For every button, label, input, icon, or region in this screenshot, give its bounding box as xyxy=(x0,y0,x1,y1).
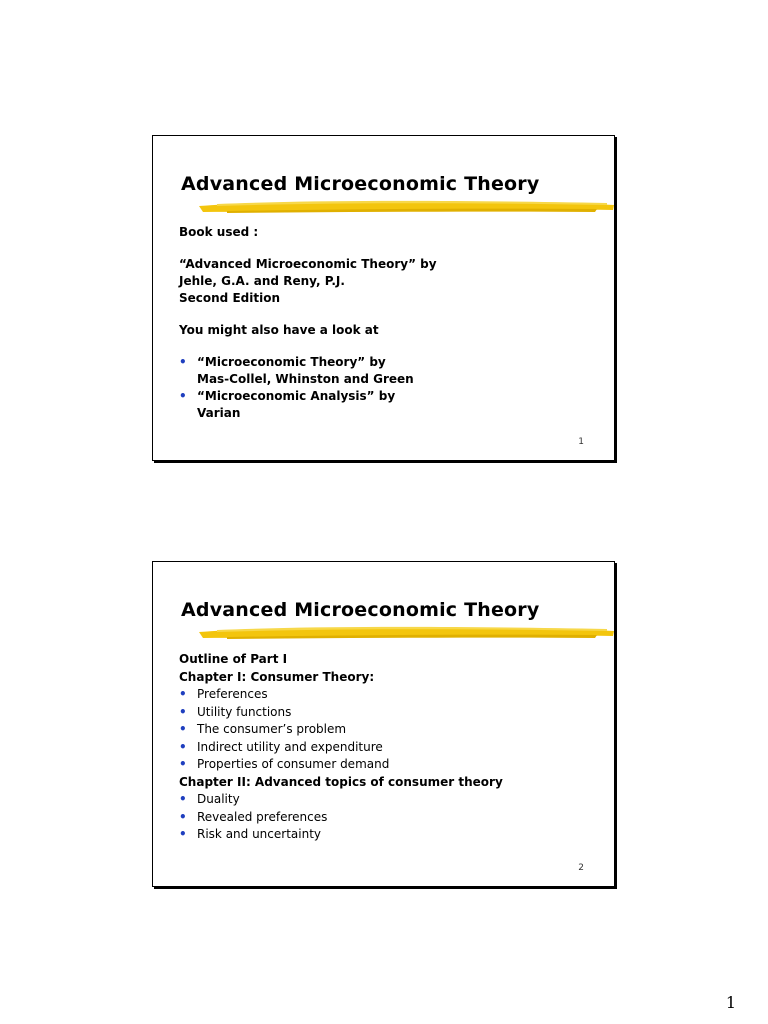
bullet-icon: • xyxy=(179,687,187,701)
slide-1 xyxy=(152,135,615,461)
bullet-icon: • xyxy=(179,827,187,841)
bullet-icon: • xyxy=(179,355,187,369)
slide-2 xyxy=(152,561,615,887)
slide-number: 1 xyxy=(578,437,584,447)
list-item xyxy=(179,756,602,774)
list-item-line: “Microeconomic Theory” by xyxy=(197,355,386,369)
page-number: 1 xyxy=(725,993,736,1012)
list-item-label: Preferences xyxy=(197,687,268,701)
bullet-icon: • xyxy=(179,389,187,403)
bullet-icon: • xyxy=(179,757,187,771)
list-item-label: Properties of consumer demand xyxy=(197,757,390,771)
list-item xyxy=(179,739,602,757)
list-item xyxy=(179,791,602,809)
text-line: You might also have a look at xyxy=(179,323,379,337)
chapter-2-list xyxy=(179,791,602,844)
list-item-label: Duality xyxy=(197,792,240,806)
slide-title: Advanced Microeconomic Theory xyxy=(181,173,540,195)
list-item xyxy=(179,704,602,722)
list-item-label: Utility functions xyxy=(197,704,292,719)
list-item-label: Indirect utility and expenditure xyxy=(197,739,383,754)
text-line: Second Edition xyxy=(179,291,280,305)
bullet-icon: • xyxy=(179,792,187,806)
list-item-line: Mas-Collel, Whinston and Green xyxy=(197,372,414,386)
list-item-label: Risk and uncertainty xyxy=(197,827,322,841)
list-item xyxy=(179,686,602,704)
text-line: Jehle, G.A. and Reny, P.J. xyxy=(179,274,345,288)
slide-title: Advanced Microeconomic Theory xyxy=(181,599,540,621)
list-item-label: Revealed preferences xyxy=(197,809,328,824)
list-item xyxy=(179,721,602,739)
highlight-stroke-icon xyxy=(197,622,616,644)
bullet-icon: • xyxy=(179,739,187,754)
list-item xyxy=(179,354,602,388)
chapter-1-list xyxy=(179,686,602,774)
list-item-line: Varian xyxy=(197,406,241,420)
slide-number: 2 xyxy=(578,863,584,873)
reference-list xyxy=(179,354,602,422)
slide-body xyxy=(179,224,602,422)
list-item xyxy=(179,388,602,422)
outline-heading: Outline of Part I xyxy=(179,652,288,666)
slide-body xyxy=(179,651,602,844)
bullet-icon: • xyxy=(179,704,187,719)
list-item xyxy=(179,809,602,827)
list-item xyxy=(179,826,602,844)
chapter-heading: Chapter II: Advanced topics of consumer theory xyxy=(179,774,503,789)
highlight-stroke-icon xyxy=(197,196,616,218)
bullet-icon: • xyxy=(179,722,187,736)
list-item-line: “Microeconomic Analysis” by xyxy=(197,389,396,403)
text-line: “Advanced Microeconomic Theory” by xyxy=(179,257,437,271)
chapter-heading: Chapter I: Consumer Theory: xyxy=(179,669,375,684)
bullet-icon: • xyxy=(179,809,187,824)
text-line: Book used : xyxy=(179,225,259,239)
list-item-label: The consumer’s problem xyxy=(197,722,347,736)
